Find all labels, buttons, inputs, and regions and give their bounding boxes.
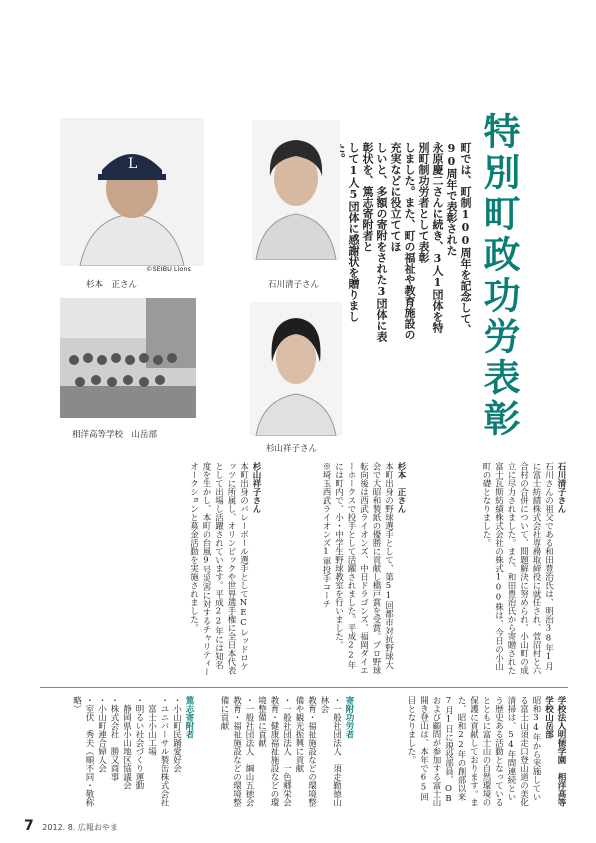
photo-soyo-club — [60, 298, 196, 418]
kifu-item: 教育・福祉施設などの環境整備に貢献 — [219, 696, 242, 807]
lead-paragraph — [347, 142, 472, 342]
lead-line: 永原慶二さんに続き、3人1団体を特別町制功労者として表彰 — [417, 142, 444, 333]
group-photo — [60, 298, 196, 418]
section-heading: 石川清子さん — [556, 462, 566, 513]
kifu-heading: 寄附功労者 — [344, 696, 354, 739]
section-heading: 杉山祥子さん — [251, 462, 261, 513]
toku-item: ・明るい社会づくり運動 — [134, 696, 144, 790]
photo-sugimoto — [60, 118, 204, 266]
portrait-baseball-player — [60, 118, 204, 266]
section-text: 昭和34年から実施している富士山須走口登山道の美化清掃は、54年間連続という歴史ある活動となっているとともに富士山の自然環境の保護に貢献しております。また、昭和22年の創部以来7月1日に現役部員、OBおよび顧問が参加する富士山開き登山は、本年で65回目となりました。 — [406, 696, 541, 807]
page-number: 7 — [24, 818, 34, 834]
kifu-item: 教育・福祉施設などの環境整備や観光振興に貢献 — [294, 696, 317, 807]
page-footer — [24, 818, 118, 834]
toku-item: 富士小山工場 — [146, 696, 157, 756]
lead-line: しました。また、町の福祉や教育施設の充実などに役立ててほ — [389, 142, 416, 340]
toku-item: ・室伏 秀夫（順不同・敬称略） — [71, 696, 94, 807]
section-text: 本町出身のバレーボール選手としてNECレッドロケッツに所属し、オリンピックや世界選手権に全日本代表として出場し活躍されています。平成22年には知名度を生かし、本町の台風9号災害に対するチャリティーオークションと募金活動を実施されました。 — [188, 462, 249, 676]
section-ishikawa — [417, 462, 567, 677]
lead-line: しいと、多額の寄附をされた3団体に表彰状を、篤志寄附者と — [361, 142, 388, 342]
portrait-woman — [252, 120, 340, 260]
kifu-item: 教育・健康福祉施設などの環境整備に貢献 — [256, 696, 279, 807]
section-text: 石川さんの祖父である和田豊治氏は、明治38年1月に富士紡績株式会社専務取締役に就任され、菅沼村と六合村の合併について、問題解決に努められ、小山町の成立に尽力されました。また、和田豊治氏から寄贈された富士瓦斯紡績株式会社の株式100株は、今日の小山町の礎となりました。 — [481, 462, 554, 675]
section-text: 本町出身の野球選手として、第51回都市対抗野球大会で大昭和製紙の優勝に貢献し橋戸賞を受賞。プロ野球転向後は西武ライオンズ、中日ドラゴンズ、福岡ダイエーホークスで投手として活躍されました。平成22年には町内で、小・中学生野球教室を行いました。 — [333, 462, 394, 675]
photo-ishikawa — [252, 120, 340, 260]
section-sugiyama — [40, 462, 262, 677]
caption-ishikawa: 石川清子さん — [268, 280, 320, 290]
section-heading: 杉本 正さん — [396, 462, 406, 513]
kifu-item: ・一般社団法人 一色郷栄会 — [281, 696, 292, 807]
svg-text:L: L — [128, 156, 138, 172]
lead-line: して1人5団体に感謝状を贈りまし — [347, 142, 360, 322]
divider — [40, 687, 568, 688]
toku-item: ・小山町民踊愛好会 — [171, 696, 182, 773]
section-kifu — [200, 696, 355, 808]
section-heading: 学校法人明徳学園 相洋高等学校山岳部 — [543, 696, 566, 807]
issue-date: 2012. 8. — [42, 823, 76, 832]
kifu-item: ・一般社団法人 綱山五徳会 — [244, 696, 254, 807]
section-toku — [40, 696, 195, 808]
toku-item: ・ユニバーサル製缶株式会社 — [159, 696, 169, 807]
section-school — [362, 696, 567, 808]
portrait-woman — [250, 302, 342, 436]
caption-sugiyama: 杉山祥子さん — [266, 444, 318, 454]
section-note: ※埼玉西武ライオンズ1軍投手コーチ — [321, 462, 331, 608]
publication-name: 広報おやま — [77, 823, 118, 832]
photo-credit: ©SEIBU Lions — [146, 265, 191, 273]
photo-sugiyama — [250, 302, 342, 436]
caption-soyo-club: 相洋高等学校 山岳部 — [72, 430, 158, 440]
toku-heading: 篤志寄附者 — [184, 696, 194, 739]
page-title: 特別町政功労表彰 — [477, 112, 520, 440]
caption-sugimoto: 杉本 正さん — [86, 280, 138, 290]
toku-item: ・株式会社 勝又商事 — [109, 696, 119, 781]
section-sugimoto — [272, 462, 407, 677]
toku-item: ・小山町連合婦人会 — [96, 696, 107, 773]
kifu-item: ・一般社団法人 須走勤徳山林会 — [319, 696, 342, 807]
lead-line: 町では、町制100周年を記念して、90周年で表彰された — [445, 142, 472, 335]
toku-item: 静岡県小山地区協議会 — [121, 696, 132, 790]
